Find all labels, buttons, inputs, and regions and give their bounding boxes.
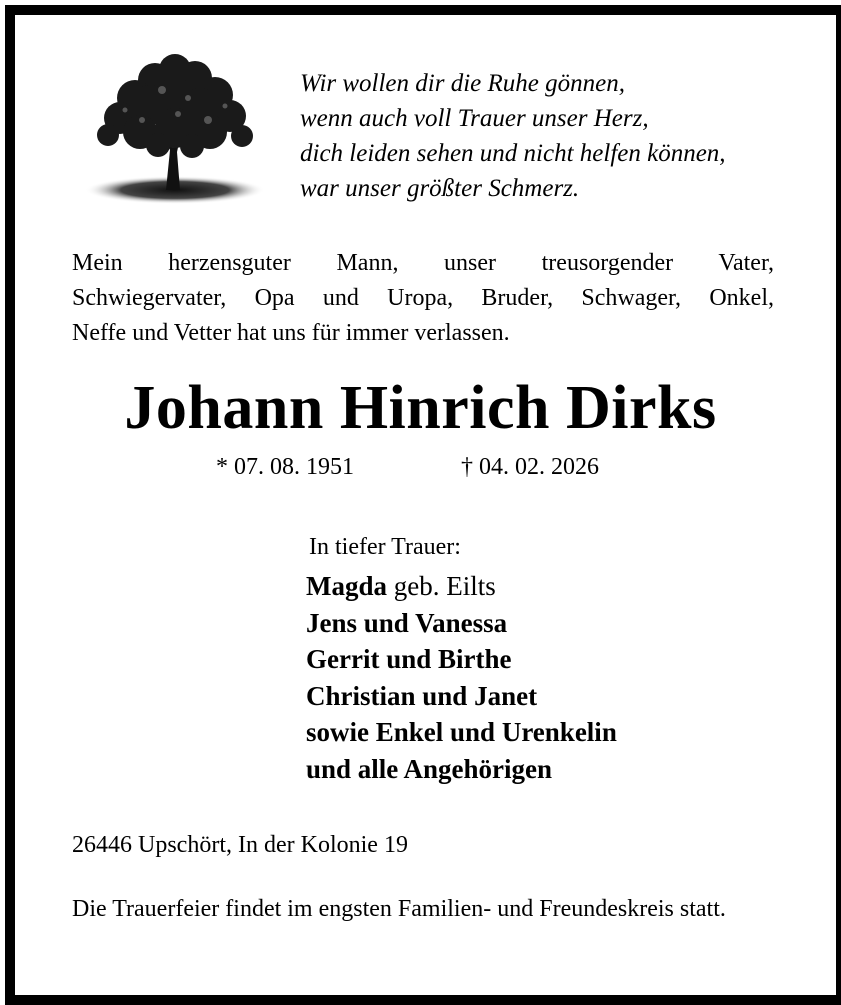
mourner-name: Jens und Vanessa (306, 607, 508, 638)
mourner-name: und alle Angehörigen (306, 753, 553, 784)
mourners-list (306, 568, 617, 787)
tree-image (80, 40, 270, 215)
funeral-notice: Die Trauerfeier findet im engsten Familien- und Freundeskreis statt. (72, 896, 726, 922)
mourner-line (306, 678, 617, 715)
mourner-name: Magda (306, 571, 387, 601)
poem-line: war unser größter Schmerz. (300, 175, 580, 202)
mourner-maiden-name: geb. Eilts (387, 571, 496, 601)
poem-line: wenn auch voll Trauer unser Herz, (300, 105, 649, 132)
mourner-line (306, 714, 617, 751)
death-date: † 04. 02. 2026 (461, 454, 599, 480)
intro-text (72, 246, 774, 351)
mourner-line (306, 751, 617, 788)
mourner-name: sowie Enkel und Urenkelin (306, 717, 617, 747)
mourners-label: In tiefer Trauer: (309, 534, 461, 560)
poem (300, 66, 726, 206)
mourner-line (306, 641, 617, 678)
intro-line: Mein herzensguter Mann, unser treusorgender Vater, (72, 250, 774, 276)
mourner-name: Christian und Janet (306, 680, 538, 711)
poem-line: dich leiden sehen und nicht helfen können, (300, 140, 726, 167)
poem-line: Wir wollen dir die Ruhe gönnen, (300, 70, 625, 97)
mourner-line (306, 605, 617, 642)
address: 26446 Upschört, In der Kolonie 19 (72, 832, 408, 858)
intro-line: Schwiegervater, Opa und Uropa, Bruder, Schwager, Onkel, (72, 285, 774, 311)
mourner-line (306, 568, 617, 605)
mourner-name: Gerrit und Birthe (306, 644, 512, 674)
intro-line: Neffe und Vetter hat uns für immer verlassen. (72, 320, 510, 346)
birth-date: * 07. 08. 1951 (216, 454, 354, 480)
deceased-name: Johann Hinrich Dirks (124, 374, 717, 442)
